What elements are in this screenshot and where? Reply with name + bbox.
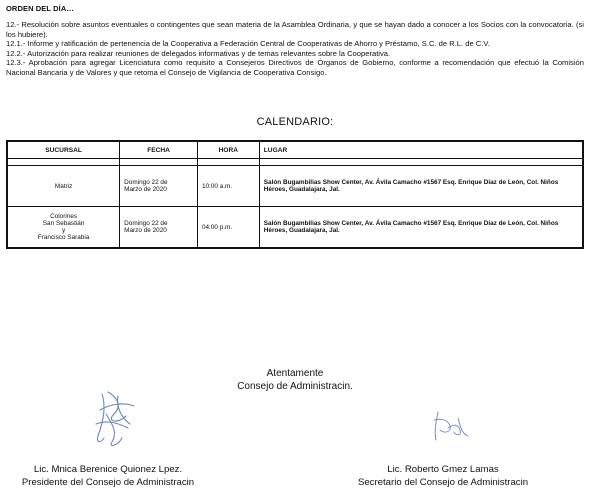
calendar-title: CALENDARIO: [256,116,334,128]
signer-name: Lic. Roberto Gmez Lamas [387,464,499,475]
cell-hora: 10:00 a.m. [197,166,259,207]
sucursal-line: Matriz [54,182,73,190]
agenda-item: 12.1.- Informe y ratificación de pertenencia de la Cooperativa a Federación Central de Cooperativas de Ahorro y Préstamo, S.C. de R.L. de C.V. [6,39,490,49]
closing-council: Consejo de Administracin. [237,381,353,392]
calendar-table [6,140,584,249]
signature-right-image [428,408,472,444]
agenda-heading: ORDEN DEL DÍA… [6,4,74,13]
signer-title: Secretario del Consejo de Administracin [357,476,529,488]
fecha-line: Marzo de 2020 [124,186,167,193]
header-sucursal: SUCURSAL [7,141,120,159]
agenda-item: 12.2.- Autorización para realizar reuniones de delegados informativas y de temas relevantes sobre la Cooperativa. [6,48,391,58]
signature-left-image [88,384,140,450]
sucursal-line: Colorines [50,213,78,220]
signer-name: Lic. Mnica Berenice Quionez Lpez. [33,464,183,475]
calendar-header-row [7,141,583,159]
signer-secretary [332,464,554,489]
header-fecha: FECHA [120,141,198,159]
header-hora: HORA [197,141,259,159]
signer-president [6,464,210,489]
spacer-row [7,159,583,166]
fecha-line: Domingo 22 de [124,220,168,227]
cell-sucursal [7,207,120,249]
cell-lugar: Salón Bugambilias Show Center, Av. Ávila Camacho #1567 Esq. Enrique Díaz de León, Col. Niños Héroes, Guadalajara, Jal. [259,207,583,249]
cell-fecha [120,207,198,249]
table-row [7,166,583,207]
sucursal-line: Francisco Sarabia [37,234,90,241]
agenda-item: 12.3.- Aprobación para agregar Licenciatura como requisito a Consejeros Directivos de Órganos de Gobierno, conforme a recomendación que efectuó la Comisión Nacional Bancaria y de Valores y que retoma el Consejo de Vigilancia de Cooperativa Consigo. [6,58,584,77]
table-row [7,207,583,249]
header-lugar: LUGAR [259,141,583,159]
fecha-line: Domingo 22 de [124,179,168,186]
agenda-items [6,20,584,78]
closing-salutation: Atentamente [266,368,324,379]
sucursal-line: y [61,227,66,234]
signer-title: Presidente del Consejo de Administracin [21,476,195,488]
agenda-item: 12.- Resolución sobre asuntos eventuales o contingentes que sean materia de la Asamblea Ordinaria, y que se hayan dado a conocer a los Socios con la convocatoria. (si los hubiere). [6,20,584,39]
cell-sucursal [7,166,120,207]
sucursal-line: San Sebastián [42,220,85,227]
cell-lugar: Salón Bugambilias Show Center, Av. Ávila Camacho #1567 Esq. Enrique Díaz de León, Col. Niños Héroes, Guadalajara, Jal. [259,166,583,207]
cell-hora: 04:00 p.m. [197,207,259,249]
fecha-line: Marzo de 2020 [124,227,167,234]
cell-fecha [120,166,198,207]
